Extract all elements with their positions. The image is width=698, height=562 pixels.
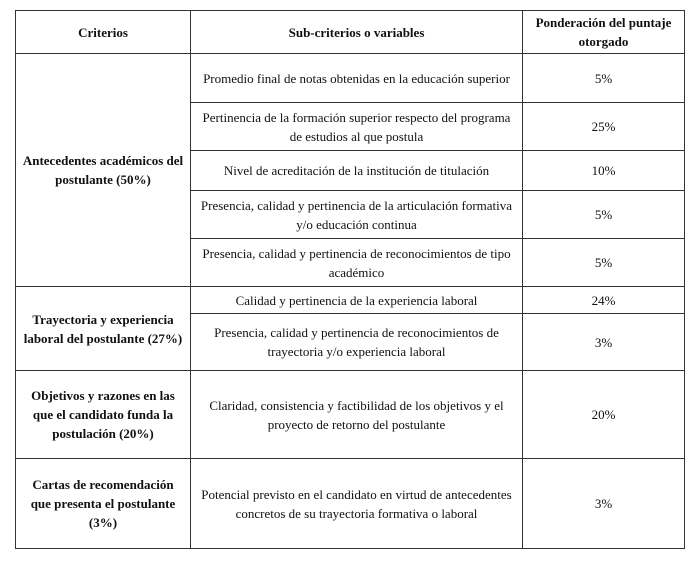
subcriterion-cell: Claridad, consistencia y factibilidad de los objetivos y el proyecto de retorno del postulante: [191, 371, 523, 459]
subcriterion-cell: Calidad y pertinencia de la experiencia laboral: [191, 287, 523, 314]
weight-cell: 5%: [523, 54, 685, 103]
weight-cell: 20%: [523, 371, 685, 459]
table-row: [16, 371, 685, 459]
subcriterion-cell: Presencia, calidad y pertinencia de la articulación formativa y/o educación continua: [191, 191, 523, 239]
weight-cell: 24%: [523, 287, 685, 314]
subcriterion-cell: Nivel de acreditación de la institución de titulación: [191, 151, 523, 191]
subcriterion-cell: Potencial previsto en el candidato en virtud de antecedentes concretos de su trayectoria formativa o laboral: [191, 459, 523, 549]
weight-cell: 5%: [523, 239, 685, 287]
criteria-table: [15, 10, 685, 549]
subcriterion-cell: Presencia, calidad y pertinencia de reconocimientos de trayectoria y/o experiencia laboral: [191, 314, 523, 371]
criterion-cell: Cartas de recomendación que presenta el postulante (3%): [16, 459, 191, 549]
criterion-cell: Trayectoria y experiencia laboral del postulante (27%): [16, 287, 191, 371]
header-subcriterios: Sub-criterios o variables: [191, 11, 523, 54]
weight-cell: 10%: [523, 151, 685, 191]
table-row: [16, 54, 685, 103]
header-row: [16, 11, 685, 54]
criterion-cell: Antecedentes académicos del postulante (50%): [16, 54, 191, 287]
criterion-cell: Objetivos y razones en las que el candidato funda la postulación (20%): [16, 371, 191, 459]
table-row: [16, 287, 685, 314]
weight-cell: 5%: [523, 191, 685, 239]
subcriterion-cell: Pertinencia de la formación superior respecto del programa de estudios al que postula: [191, 103, 523, 151]
subcriterion-cell: Presencia, calidad y pertinencia de reconocimientos de tipo académico: [191, 239, 523, 287]
header-criterios: Criterios: [16, 11, 191, 54]
weight-cell: 3%: [523, 314, 685, 371]
weight-cell: 3%: [523, 459, 685, 549]
table-row: [16, 459, 685, 549]
subcriterion-cell: Promedio final de notas obtenidas en la educación superior: [191, 54, 523, 103]
weight-cell: 25%: [523, 103, 685, 151]
header-ponderacion: Ponderación del puntaje otorgado: [523, 11, 685, 54]
